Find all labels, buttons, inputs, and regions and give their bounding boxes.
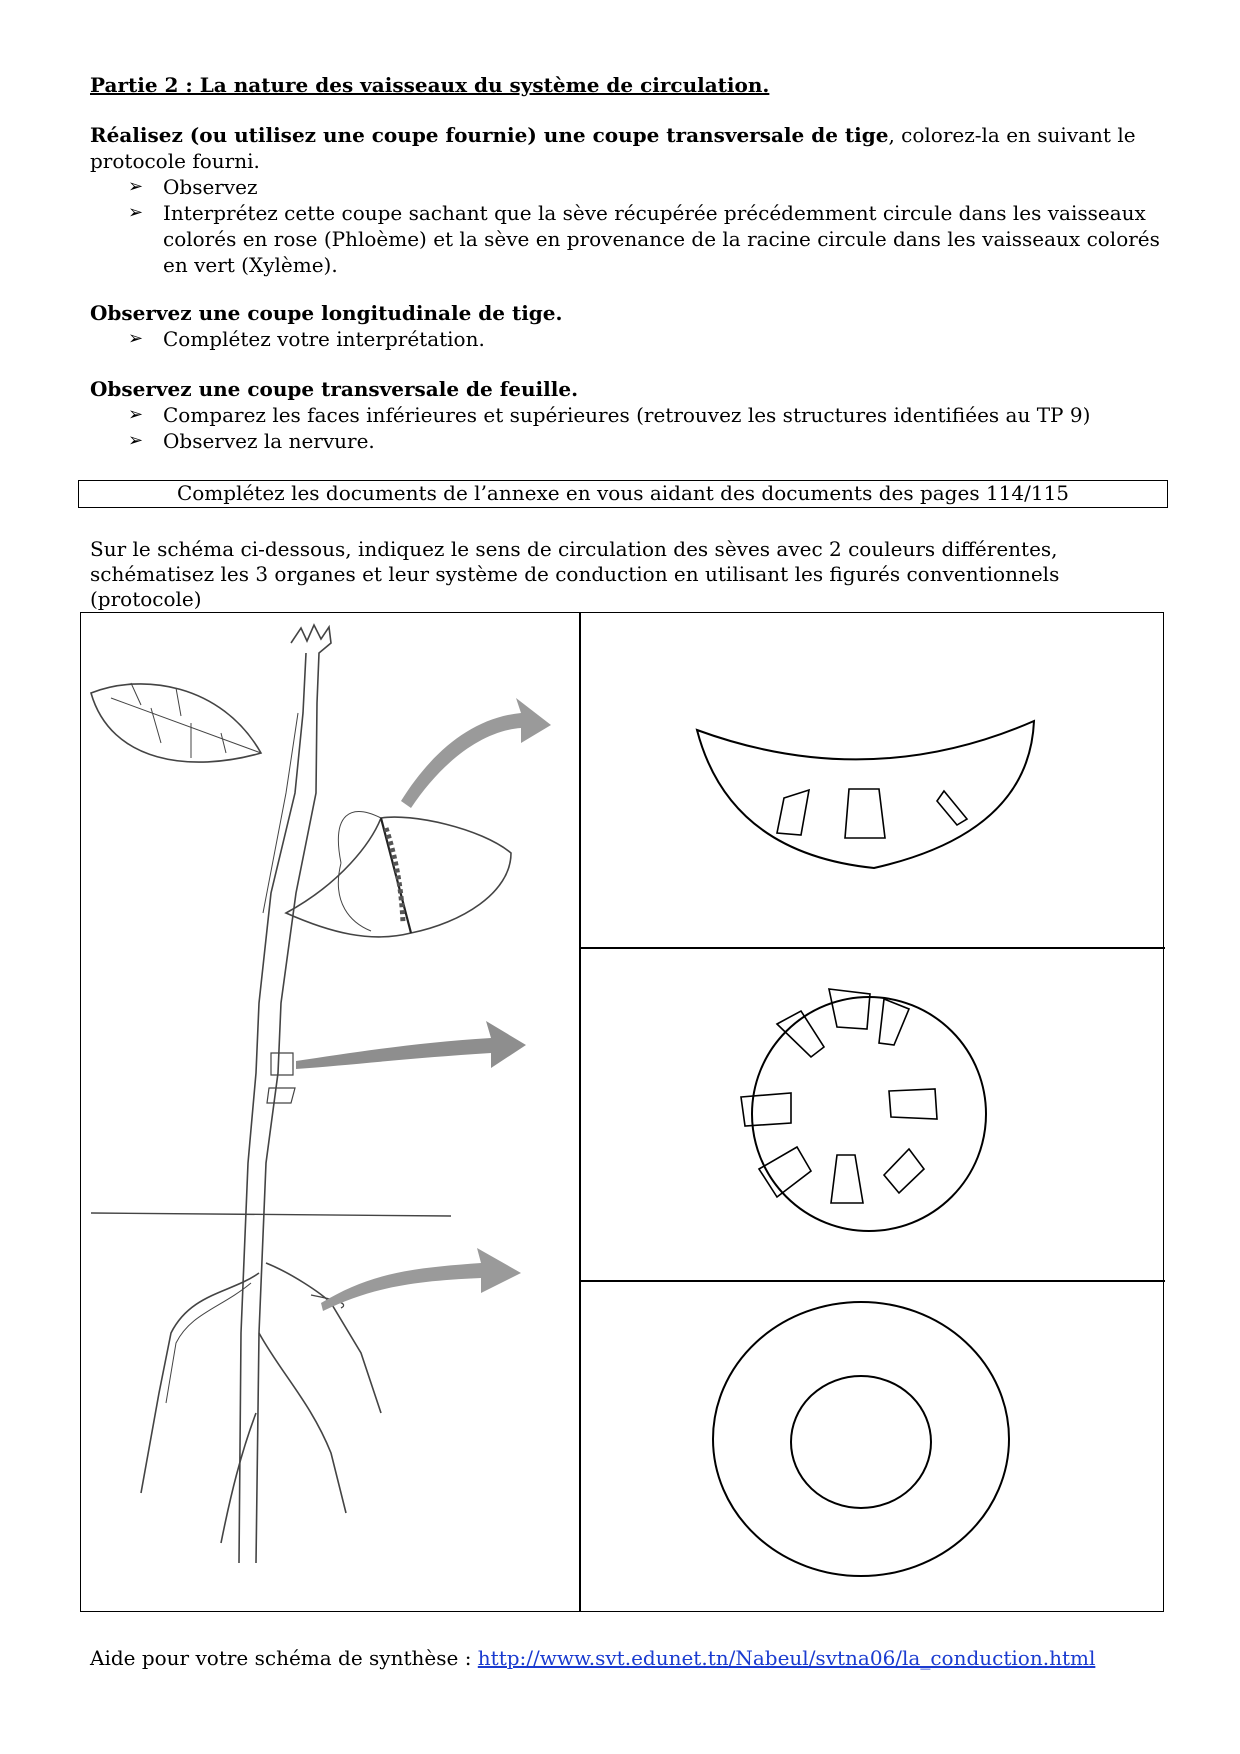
schema-instruction-line1: Sur le schéma ci-dessous, indiquez le sens de circulation des sèves avec 2 couleurs différentes, [90,537,1058,561]
root-cross-section-diagram [579,1282,1165,1613]
section1-bullet-interpretez-end: en vert (Xylème). [163,253,338,277]
schema-instruction-line2: schématisez les 3 organes et leur système de conduction en utilisant les figurés conventionnels [90,562,1060,586]
section1-intro [90,122,1136,148]
boxed-instruction: Complétez les documents de l’annexe en vous aidant des documents des pages 114/115 [78,480,1168,508]
bullet-arrow-icon: ➢ [128,176,144,197]
page-title: Partie 2 : La nature des vaisseaux du système de circulation. [90,73,770,97]
schema-grid [80,612,1164,1612]
schema-instruction-line3: (protocole) [90,587,202,611]
section1-intro-line2: protocole fourni. [90,149,260,173]
footer-help [90,1645,1095,1671]
stem-cross-section-diagram [579,949,1165,1280]
section3-heading: Observez une coupe transversale de feuille. [90,377,579,401]
section1-bullet-observez: Observez [163,175,258,199]
section1-intro-bold: Réalisez (ou utilisez une coupe fournie) une coupe transversale de tige [90,123,889,147]
bullet-arrow-icon: ➢ [128,430,144,451]
section1-intro-rest: , colorez-la en suivant le [888,123,1136,147]
bullet-arrow-icon: ➢ [128,328,144,349]
bullet-arrow-icon: ➢ [128,404,144,425]
section1-bullet-interpretez-cont: colorés en rose (Phloème) et la sève en provenance de la racine circule dans les vaisseaux colorés [163,227,1160,251]
section2-bullet: Complétez votre interprétation. [163,327,485,351]
bullet-arrow-icon: ➢ [128,202,144,223]
leaf-cross-section-diagram [579,613,1165,947]
footer-label: Aide pour votre schéma de synthèse : [90,1646,478,1670]
plant-drawing [81,613,579,1613]
section3-bullet-nervure: Observez la nervure. [163,429,375,453]
footer-link[interactable]: http://www.svt.edunet.tn/Nabeul/svtna06/la_conduction.html [477,1646,1096,1670]
section1-bullet-interpretez: Interprétez cette coupe sachant que la sève récupérée précédemment circule dans les vaisseaux [163,201,1146,225]
section2-heading: Observez une coupe longitudinale de tige. [90,301,563,325]
section3-bullet-compare: Comparez les faces inférieures et supérieures (retrouvez les structures identifiées au TP 9) [163,403,1091,427]
